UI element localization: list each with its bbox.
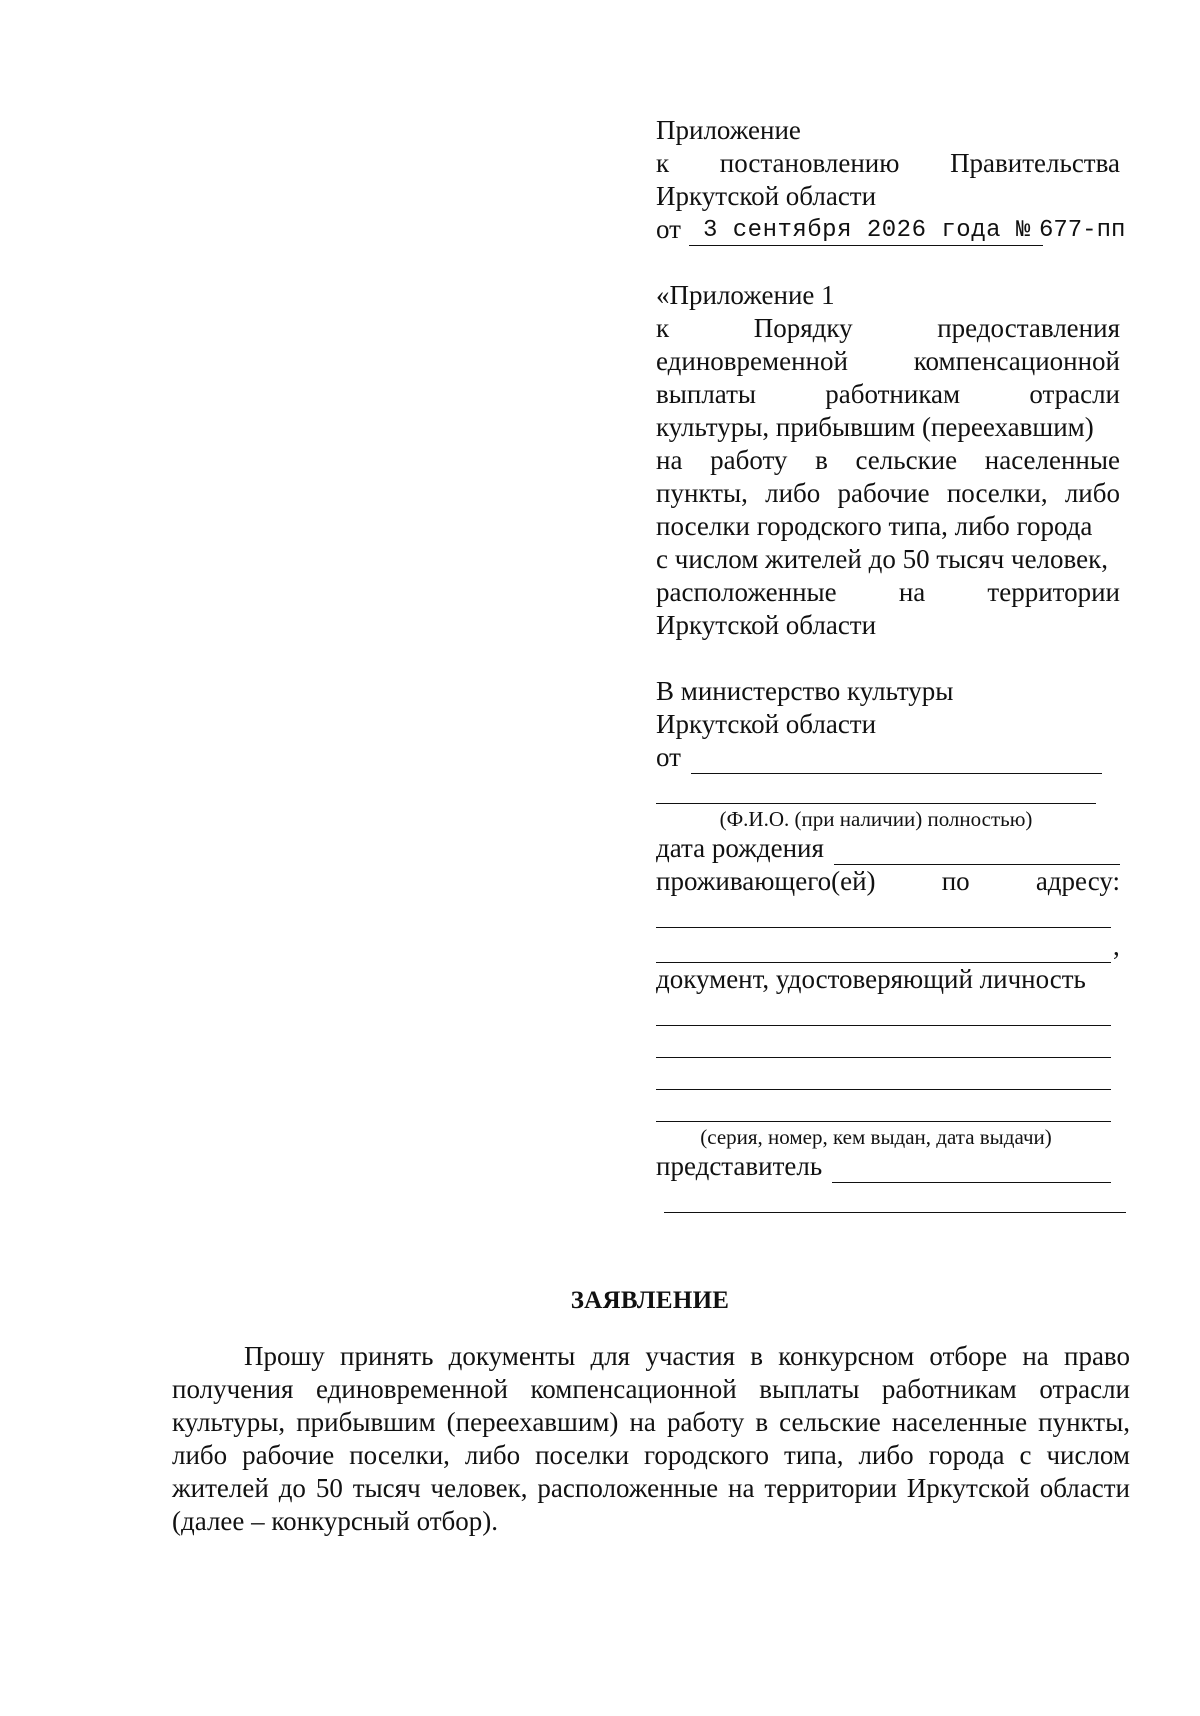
representative-input-line-2[interactable] bbox=[656, 1183, 1120, 1215]
resolution-date-field bbox=[689, 217, 1126, 246]
representative-label: представитель bbox=[656, 1151, 823, 1181]
address-input-line-1[interactable] bbox=[656, 898, 1120, 930]
statement-body bbox=[172, 1340, 1130, 1538]
addressee-region: Иркутской области bbox=[656, 709, 877, 739]
appendix1-line3-w2: компенсационной bbox=[913, 346, 1120, 376]
residing-w2: по bbox=[941, 866, 970, 896]
appendix1-title: «Приложение 1 bbox=[656, 280, 835, 310]
appendix1-line3-w1: единовременной bbox=[656, 346, 848, 376]
birth-date-input-line[interactable] bbox=[834, 839, 1120, 865]
id-input-line-4[interactable] bbox=[656, 1092, 1120, 1124]
id-input-line-1[interactable] bbox=[656, 996, 1120, 1028]
address-input-line-2-row bbox=[656, 930, 1120, 963]
statement-body-text: Прошу принять документы для участия в конкурсном отборе на право получения единовременной компенсационной выплаты работникам отрасли культуры, прибывшим (переехавшим) на работу в сельские населенные пункты, либо рабочие поселки, либо поселки городского типа, либо города с числом жителей до 50 тысяч человек, расположенные на территории Иркутской области (далее – конкурсный отбор). bbox=[172, 1341, 1130, 1536]
from-field-row bbox=[656, 741, 1102, 774]
appendix1-line5: культуры, прибывшим (переехавшим) bbox=[656, 412, 1094, 442]
resolution-date-value: 3 сентября 2026 года № bbox=[702, 217, 1031, 244]
statement-title: ЗАЯВЛЕНИЕ bbox=[570, 1287, 730, 1314]
from-label: от bbox=[656, 742, 681, 772]
appendix1-line4-w1: выплаты bbox=[656, 379, 757, 409]
appendix1-line4-w3: отрасли bbox=[1029, 379, 1120, 409]
resolution-line bbox=[656, 147, 1120, 180]
appendix1-line7 bbox=[656, 477, 1120, 510]
header-region: Иркутской области bbox=[656, 181, 877, 211]
address-input-line-2[interactable] bbox=[656, 937, 1111, 963]
residing-w1: проживающего(ей) bbox=[656, 866, 876, 896]
representative-row bbox=[656, 1150, 1111, 1183]
birth-date-row bbox=[656, 832, 1120, 865]
resolution-number-value: 677-пп bbox=[1038, 217, 1126, 244]
address-comma: , bbox=[1113, 931, 1120, 961]
appendix1-line2-w2: предоставления bbox=[937, 313, 1120, 343]
appendix1-line2 bbox=[656, 312, 1120, 345]
spacer bbox=[656, 246, 1120, 279]
id-document-label: документ, удостоверяющий личность bbox=[656, 964, 1086, 994]
birth-date-label: дата рождения bbox=[656, 833, 824, 863]
appendix1-line4-w2: работникам bbox=[825, 379, 961, 409]
resolution-date-row bbox=[656, 213, 1126, 246]
resolution-gov: Правительства bbox=[950, 148, 1120, 178]
appendix1-line6-text: на работу в сельские населенные bbox=[656, 445, 1120, 475]
appendix1-line2-k: к bbox=[656, 313, 670, 343]
appendix1-line10-w3: территории bbox=[987, 577, 1120, 607]
resolution-word: постановлению bbox=[719, 148, 900, 178]
id-input-line-3[interactable] bbox=[656, 1060, 1120, 1092]
appendix1-line4 bbox=[656, 378, 1120, 411]
from-input-line[interactable] bbox=[691, 748, 1102, 774]
residing-w3: адресу: bbox=[1035, 866, 1120, 896]
fio-caption: (Ф.И.О. (при наличии) полностью) bbox=[719, 807, 1033, 831]
appendix1-line10 bbox=[656, 576, 1120, 609]
addressee-ministry: В министерство культуры bbox=[656, 676, 954, 706]
appendix1-line2-w1: Порядку bbox=[753, 313, 853, 343]
residing-line bbox=[656, 865, 1120, 898]
appendix1-line7-text: пункты, либо рабочие поселки, либо bbox=[656, 478, 1120, 508]
appendix1-line8: поселки городского типа, либо города bbox=[656, 511, 1093, 541]
id-input-line-2[interactable] bbox=[656, 1028, 1120, 1060]
resolution-k: к bbox=[656, 148, 670, 178]
fio-input-line[interactable] bbox=[656, 774, 1120, 806]
date-prefix: от bbox=[656, 214, 681, 244]
appendix-title: Приложение bbox=[656, 115, 801, 145]
appendix1-line9: с числом жителей до 50 тысяч человек, bbox=[656, 544, 1108, 574]
appendix1-line11: Иркутской области bbox=[656, 610, 877, 640]
appendix1-line10-w1: расположенные bbox=[656, 577, 837, 607]
spacer bbox=[656, 642, 1120, 675]
header-block bbox=[656, 114, 1126, 1215]
appendix1-line3 bbox=[656, 345, 1120, 378]
representative-input-line[interactable] bbox=[832, 1157, 1111, 1183]
appendix1-line6 bbox=[656, 444, 1120, 477]
id-caption: (серия, номер, кем выдан, дата выдачи) bbox=[700, 1125, 1052, 1149]
appendix1-line10-w2: на bbox=[898, 577, 926, 607]
